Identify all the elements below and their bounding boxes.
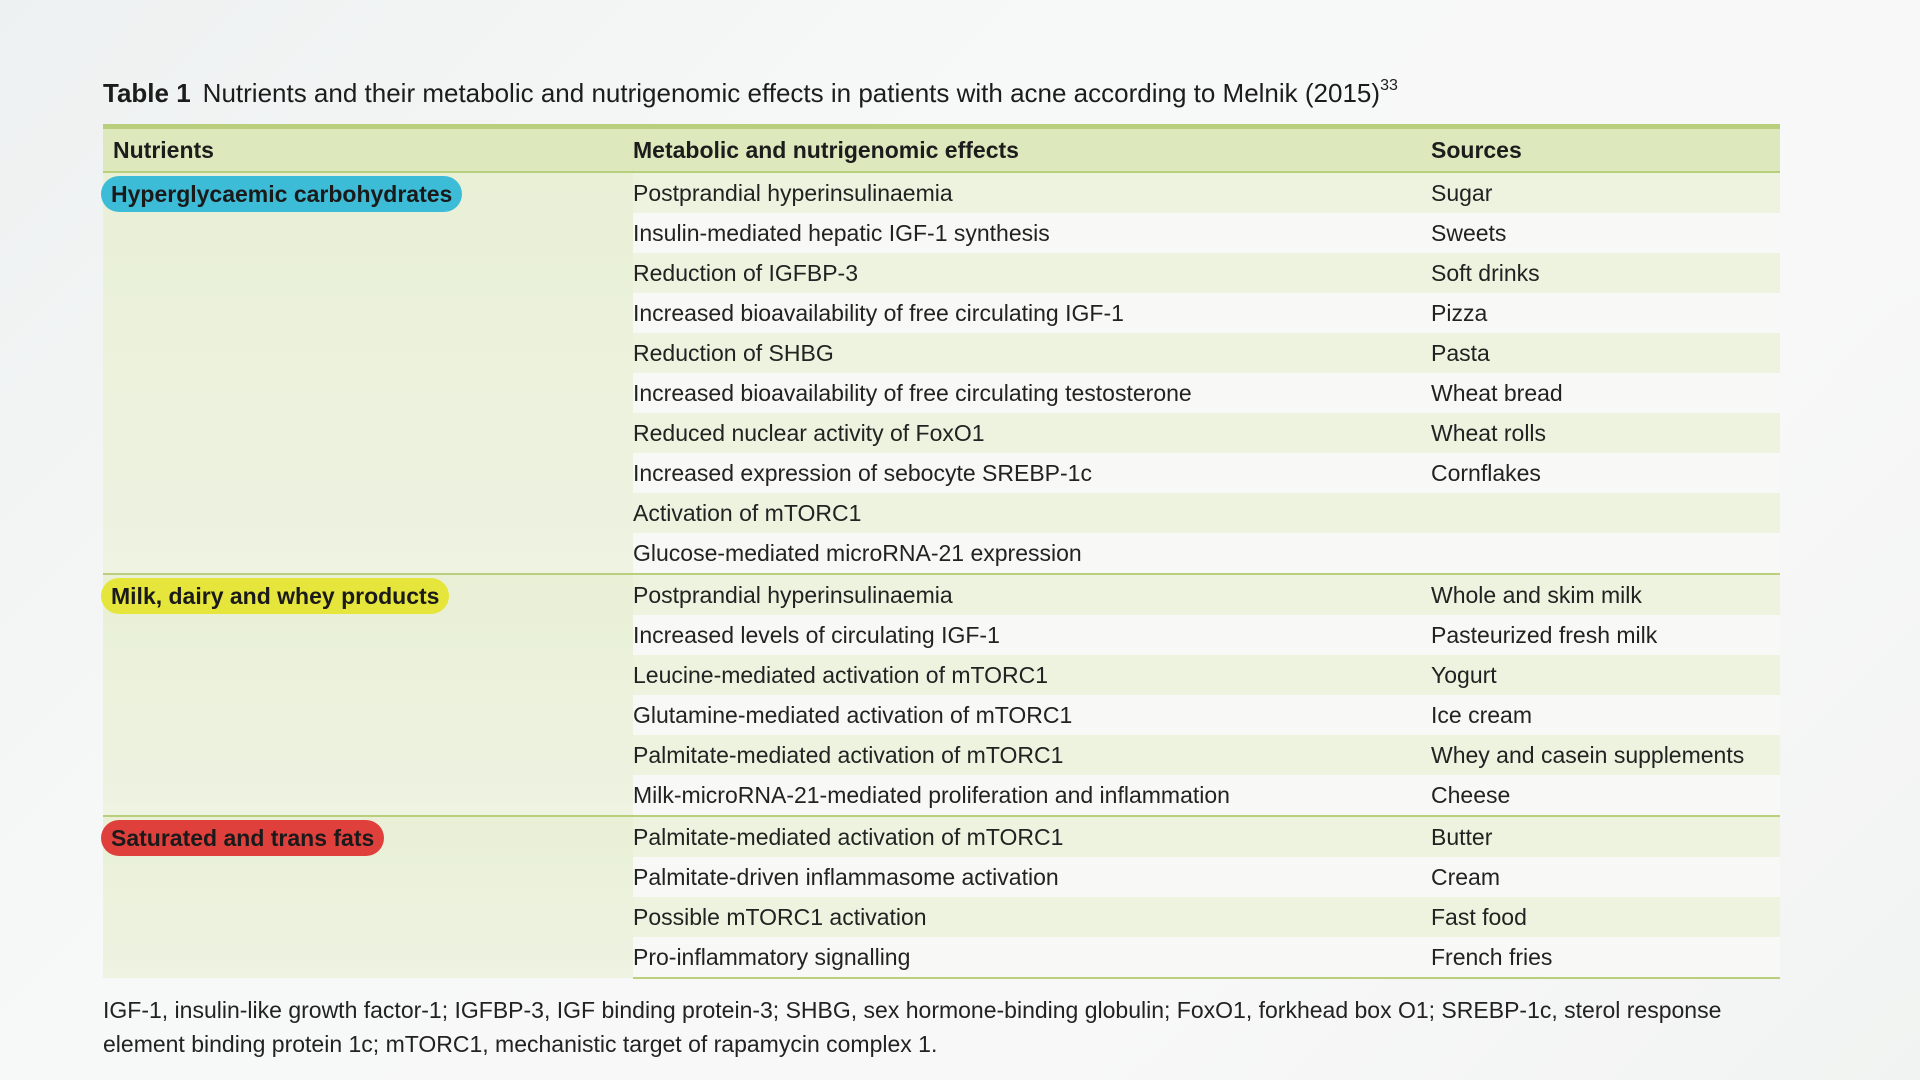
source-cell: Wheat bread [1431,373,1780,413]
nutrients-table [103,124,1780,979]
effect-cell: Insulin-mediated hepatic IGF-1 synthesis [633,213,1431,253]
source-cell: Whole and skim milk [1431,574,1780,615]
source-cell: Cheese [1431,775,1780,816]
source-cell [1431,493,1780,533]
effect-cell: Increased levels of circulating IGF-1 [633,615,1431,655]
source-cell: Wheat rolls [1431,413,1780,453]
effect-cell: Glucose-mediated microRNA-21 expression [633,533,1431,574]
effect-cell: Reduction of IGFBP-3 [633,253,1431,293]
source-cell: Butter [1431,816,1780,857]
table-row [103,816,1780,857]
citation-superscript: 33 [1380,77,1398,94]
effect-cell: Palmitate-mediated activation of mTORC1 [633,735,1431,775]
source-cell: Cream [1431,857,1780,897]
table-slide [103,70,1780,1061]
effect-cell: Leucine-mediated activation of mTORC1 [633,655,1431,695]
table-row [103,574,1780,615]
nutrient-pill: Hyperglycaemic carbohydrates [101,176,462,212]
source-cell: Pizza [1431,293,1780,333]
table-body [103,172,1780,978]
effect-cell: Increased bioavailability of free circulating testosterone [633,373,1431,413]
source-cell: Yogurt [1431,655,1780,695]
source-cell: Cornflakes [1431,453,1780,493]
effect-cell: Postprandial hyperinsulinaemia [633,574,1431,615]
source-cell: Sugar [1431,172,1780,213]
effect-cell: Palmitate-mediated activation of mTORC1 [633,816,1431,857]
table-footnote: IGF-1, insulin-like growth factor-1; IGFBP-3, IGF binding protein-3; SHBG, sex hormone-binding globulin; FoxO1, forkhead box O1; SREBP-1c, sterol response element binding protein 1c; mTORC1, mechanistic target of rapamycin complex 1. [103,997,1722,1057]
effect-cell: Postprandial hyperinsulinaemia [633,172,1431,213]
nutrient-cell [103,172,633,574]
header-sources: Sources [1431,127,1780,173]
effect-cell: Glutamine-mediated activation of mTORC1 [633,695,1431,735]
effect-cell: Pro-inflammatory signalling [633,937,1431,978]
table-row [103,172,1780,213]
effect-cell: Milk-microRNA-21-mediated proliferation and inflammation [633,775,1431,816]
table-header-row [103,127,1780,173]
nutrient-pill: Saturated and trans fats [101,820,384,856]
source-cell: Ice cream [1431,695,1780,735]
source-cell: Soft drinks [1431,253,1780,293]
effect-cell: Reduction of SHBG [633,333,1431,373]
table-caption [103,70,1780,116]
effect-cell: Increased bioavailability of free circulating IGF-1 [633,293,1431,333]
table-caption-label: Table 1 [103,78,191,108]
effect-cell: Reduced nuclear activity of FoxO1 [633,413,1431,453]
nutrient-cell [103,816,633,978]
nutrient-cell [103,574,633,816]
header-effects: Metabolic and nutrigenomic effects [633,127,1431,173]
effect-cell: Palmitate-driven inflammasome activation [633,857,1431,897]
source-cell: Whey and casein supplements [1431,735,1780,775]
source-cell [1431,533,1780,574]
effect-cell: Activation of mTORC1 [633,493,1431,533]
source-cell: Sweets [1431,213,1780,253]
source-cell: Fast food [1431,897,1780,937]
source-cell: French fries [1431,937,1780,978]
header-nutrients: Nutrients [103,127,633,173]
effect-cell: Possible mTORC1 activation [633,897,1431,937]
source-cell: Pasteurized fresh milk [1431,615,1780,655]
source-cell: Pasta [1431,333,1780,373]
table-caption-text: Nutrients and their metabolic and nutrigenomic effects in patients with acne according to Melnik (2015) [202,78,1381,108]
nutrient-pill: Milk, dairy and whey products [101,578,449,614]
effect-cell: Increased expression of sebocyte SREBP-1c [633,453,1431,493]
